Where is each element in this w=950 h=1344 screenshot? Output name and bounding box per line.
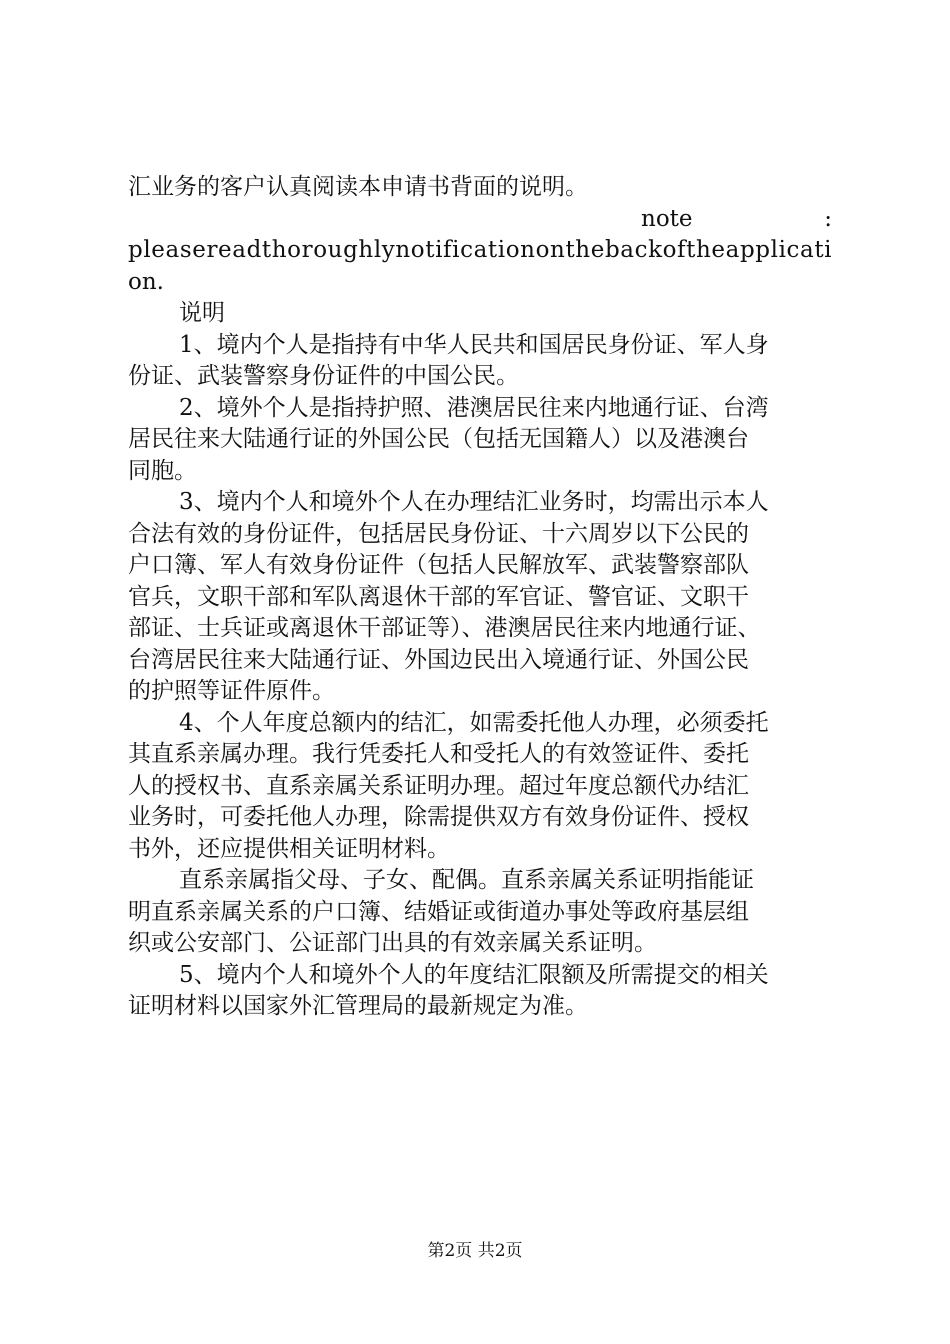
english-note-char: e (192, 237, 206, 263)
english-note-char: t (686, 237, 696, 263)
english-note-char: c (786, 237, 800, 263)
english-note-char: b (604, 237, 620, 263)
paragraph-3-line: 合法有效的身份证件，包括居民身份证、十六周岁以下公民的 (128, 520, 749, 547)
paragraph-3-line: 的护照等证件原件。 (128, 678, 335, 704)
paragraph-5-line: 明直系亲属关系的户口簿、结婚证或街道办事处等政府基层组 (128, 898, 749, 925)
english-note-char: l (770, 237, 778, 263)
english-note-char: f (677, 237, 686, 263)
english-note-char: p (739, 237, 755, 263)
paragraph-3-line: 官兵，文职干部和军队离退休干部的军官证、警官证、文职干 (128, 583, 749, 610)
note-label: note (641, 205, 693, 232)
note-colon: : (824, 205, 832, 232)
english-note-char: c (634, 237, 648, 263)
english-note-char: o (535, 237, 550, 263)
paragraph-4-line: 4、个人年度总额内的结汇，如需委托他人办理，必须委托 (179, 709, 769, 736)
english-note-char: a (725, 237, 740, 263)
english-note-char: l (373, 237, 382, 263)
english-note-char: h (575, 237, 591, 263)
english-note-char: o (410, 237, 425, 263)
english-note-line (128, 235, 832, 267)
paragraph-3-line: 3、境内个人和境外个人在办理结汇业务时，均需出示本人 (179, 489, 769, 515)
english-note-char: a (800, 237, 814, 263)
text-line: 汇业务的客户认真阅读本申请书背面的说明。 (128, 174, 588, 200)
paragraph-3-line: 部证、士兵证或离退休干部证等）、港澳居民往来内地通行证、 (128, 615, 761, 641)
english-note-char: p (128, 237, 143, 263)
english-note-char: o (505, 237, 520, 263)
page-number-footer: 第2页 共2页 (427, 1241, 523, 1261)
paragraph-2-line: 居民往来大陆通行证的外国公民（包括无国籍人）以及港澳台 (128, 426, 749, 452)
english-note-char: l (143, 237, 151, 263)
english-note-char: g (343, 237, 358, 263)
english-note-char: d (246, 237, 262, 263)
english-note-char: a (165, 237, 180, 263)
english-note-char: r (206, 237, 218, 263)
english-note-char: e (218, 237, 232, 263)
paragraph-3-line: 台湾居民往来大陆通行证、外国边民出入境通行证、外国公民 (128, 646, 749, 673)
english-note-char: n (550, 237, 565, 263)
english-note-char: o (313, 237, 328, 263)
english-note-char: k (648, 237, 662, 263)
paragraph-4-line: 人的授权书、直系亲属关系证明办理。超过年度总额代办结汇 (128, 772, 749, 799)
paragraph-4-line: 业务时，可委托他人办理，除需提供双方有效身份证件、授权 (128, 804, 749, 830)
paragraph-1-line: 1、境内个人是指持有中华人民共和国居民身份证、军人身 (179, 331, 769, 358)
paragraph-1-line: 份证、武装警察身份证件的中国公民。 (128, 363, 519, 389)
english-note-char: i (824, 237, 832, 263)
english-note-char: a (620, 237, 634, 263)
english-note-char: h (696, 237, 711, 263)
paragraph-4-line: 其直系亲属办理。我行凭委托人和受托人的有效签证件、委托 (128, 741, 749, 767)
paragraph-2-line: 同胞。 (128, 457, 197, 484)
paragraph-6-line: 证明材料以国家外汇管理局的最新规定为准。 (128, 993, 588, 1019)
paragraph-2-line: 2、境外个人是指持护照、港澳居民往来内地通行证、台湾 (179, 394, 769, 421)
english-note-char: e (151, 237, 165, 263)
english-note-char: i (435, 237, 443, 263)
english-note-char: t (261, 237, 272, 263)
paragraph-6-line: 5、境内个人和境外个人的年度结汇限额及所需提交的相关 (179, 961, 769, 988)
english-note-char: r (301, 237, 313, 263)
english-note-char: s (179, 237, 192, 263)
english-note-char: t (425, 237, 435, 263)
paragraph-5-line: 织或公安部门、公证部门出具的有效亲属关系证明。 (128, 930, 657, 956)
english-note-char: i (497, 237, 506, 263)
text-line: on. (128, 268, 164, 295)
english-note-char: a (232, 237, 246, 263)
english-note-char: i (778, 237, 786, 263)
english-note-char: p (755, 237, 771, 263)
section-heading: 说明 (179, 300, 225, 326)
english-note-char: e (711, 237, 726, 263)
english-note-char: t (814, 237, 824, 263)
english-note-char: c (460, 237, 473, 263)
english-note-char: n (520, 237, 535, 263)
paragraph-4-line: 书外，还应提供相关证明材料。 (128, 835, 450, 862)
english-note-char: o (287, 237, 302, 263)
english-note-char: o (662, 237, 677, 263)
english-note-char: y (381, 237, 395, 263)
document-body (128, 172, 832, 1023)
english-note-char: a (473, 237, 488, 263)
english-note-char: t (487, 237, 498, 263)
english-note-char: n (395, 237, 411, 263)
english-note-char: i (452, 237, 460, 263)
paragraph-3-line: 户口簿、军人有效身份证件（包括人民解放军、武装警察部队 (128, 552, 749, 578)
english-note-char: t (565, 237, 575, 263)
english-note-char: u (327, 237, 343, 263)
english-note-char: h (271, 237, 287, 263)
english-note-char: h (358, 237, 374, 263)
english-note-char: f (443, 237, 452, 263)
note-line (128, 204, 832, 236)
paragraph-5-line: 直系亲属指父母、子女、配偶。直系亲属关系证明指能证 (179, 867, 754, 893)
english-note-char: e (590, 237, 605, 263)
